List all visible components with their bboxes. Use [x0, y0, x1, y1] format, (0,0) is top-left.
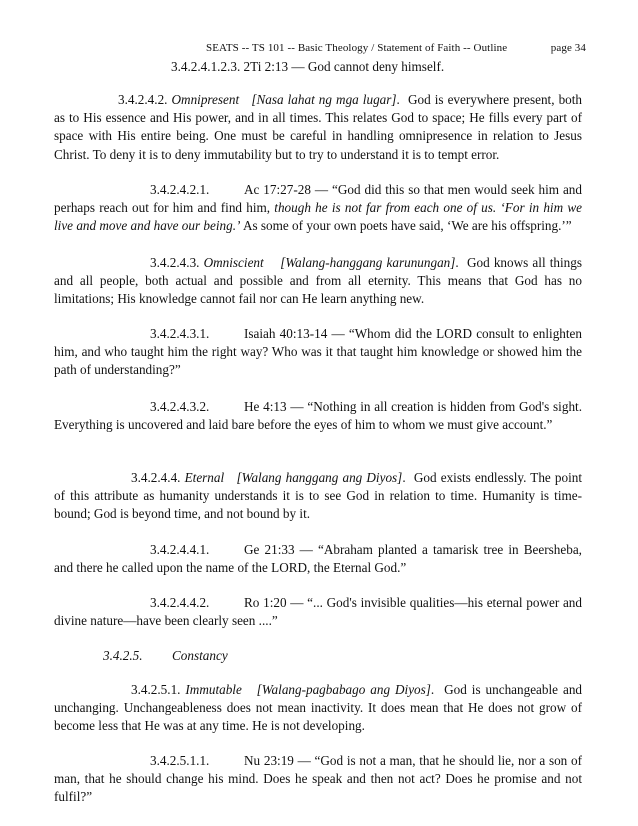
- item-number: 3.4.2.5.1.1.: [150, 753, 210, 768]
- scripture-ref: Isaiah 40:13-14: [244, 326, 328, 341]
- scripture-ref: Ge 21:33: [244, 542, 295, 557]
- outline-item: [54, 594, 582, 630]
- page-header: [206, 42, 586, 54]
- item-text: — “God did this so that men would seek him and perhaps reach out for him and find him,: [54, 182, 582, 216]
- item-number: 3.4.2.4.4.: [131, 470, 181, 485]
- outline-item: [54, 325, 582, 380]
- scripture-ref: Ro 1:20: [244, 595, 287, 610]
- item-text: — “Nothing in all creation is hidden from God's sight. Everything is uncovered and laid bare before the eyes of him to whom we must give account.”: [54, 399, 582, 433]
- header-title: SEATS -- TS 101 -- Basic Theology / Statement of Faith -- Outline: [206, 42, 508, 54]
- tagalog-term: [Walang-hanggang karunungan]: [280, 255, 456, 270]
- item-text: — “Whom did the LORD consult to enlighten him, and who taught him the right way? Who was it that taught him knowledge or showed him the path of understanding?”: [54, 326, 582, 378]
- scripture-ref: Ac 17:27-28: [244, 182, 311, 197]
- attribute-title: Immutable: [185, 682, 242, 697]
- outline-item: [54, 752, 582, 807]
- scripture-ref: Nu 23:19: [244, 753, 294, 768]
- item-text: God exists endlessly. The point of this attribute as humanity understands it is to see God in relation to time. Humanity is time-bound; God is beyond time, and not bound by it.: [54, 470, 583, 522]
- attribute-title: Constancy: [172, 648, 228, 663]
- item-text: — “... God's invisible qualities—his eternal power and divine nature—have been clearly seen ....”: [54, 595, 582, 629]
- item-number: 3.4.2.4.3.1.: [150, 326, 210, 341]
- item-number: 3.4.2.5.1.: [131, 682, 181, 697]
- page-number: page 34: [550, 42, 586, 54]
- tagalog-term: [Walang hanggang ang Diyos]: [236, 470, 403, 485]
- outline-heading: [54, 647, 582, 665]
- outline-item: 3.4.2.4.4. Eternal [Walang hanggang ang Diyos]. God exists endlessly. The point of this attribute as humanity understands it is to see God in relation to time. Humanity is time-bound; God is beyond time, and not bound by it.: [54, 470, 583, 522]
- item-number: 3.4.2.4.3.2.: [150, 399, 210, 414]
- item-text-italic: though he is not far from each one of us. ‘For in him we live and move and have our being.’: [54, 200, 582, 234]
- outline-item: [54, 398, 582, 434]
- item-text: As some of your own poets have said, ‘We are his offspring.’”: [240, 218, 572, 234]
- item-number: 3.4.2.5.: [103, 648, 143, 663]
- tagalog-term: [Walang-pagbabago ang Diyos]: [256, 682, 431, 697]
- outline-item: 3.4.2.4.2. Omnipresent [Nasa lahat ng mga lugar]. God is everywhere present, both as to His essence and His power, and in all times. This relates God to space; He fills every part of space with His entire being. One must be careful in handling omnipresence in relation to Jesus Christ. To deny it is to deny immutability but to try to understand it is to tempt error.: [54, 92, 583, 162]
- tagalog-term: [Nasa lahat ng mga lugar]: [251, 92, 397, 107]
- item-number: 3.4.2.4.1.2.3.: [171, 59, 241, 74]
- attribute-title: Omnipresent: [171, 92, 240, 107]
- outline-item: 3.4.2.4.3. Omniscient [Walang-hanggang karunungan]. God knows all things and all people, both actual and possible and from all eternity. This means that God has no limitations; His knowledge cannot fail nor can He learn anything new.: [54, 255, 582, 307]
- scripture-ref: He 4:13: [244, 399, 287, 414]
- item-number: 3.4.2.4.4.1.: [150, 542, 210, 557]
- outline-item: [54, 541, 582, 577]
- scripture-ref: 2Ti 2:13: [243, 59, 289, 74]
- item-text: — “Abraham planted a tamarisk tree in Beersheba, and there he called upon the name of the LORD, the Eternal God.”: [54, 542, 582, 576]
- outline-item: 3.4.2.5.1. Immutable [Walang-pagbabago ang Diyos]. God is unchangeable and unchanging. Unchangeableness does not mean inactivity. It does mean that He does not grow of become less that He was at any time. He is not developing.: [54, 682, 583, 734]
- item-number: 3.4.2.4.2.: [118, 92, 168, 107]
- item-text: God is unchangeable and unchanging. Unchangeableness does not mean inactivity. It does mean that He does not grow of become less that He was at any time. He is not developing.: [54, 682, 583, 734]
- item-number: 3.4.2.4.2.1.: [150, 182, 210, 197]
- attribute-title: Eternal: [184, 470, 225, 485]
- item-text: God knows all things and all people, both actual and possible and from all eternity. This means that God has no limitations; His knowledge cannot fail nor can He learn anything new.: [54, 255, 582, 307]
- outline-item: [54, 58, 582, 76]
- item-text: — “God is not a man, that he should lie, nor a son of man, that he should change his mind. Does he speak and then not act? Does he promise and not fulfil?”: [54, 753, 582, 805]
- attribute-title: Omniscient: [203, 255, 264, 270]
- item-number: 3.4.2.4.3.: [150, 255, 200, 270]
- item-number: 3.4.2.4.4.2.: [150, 595, 210, 610]
- item-text: — God cannot deny himself.: [288, 59, 445, 74]
- item-text: God is everywhere present, both as to His essence and His power, and in all times. This relates God to space; He fills every part of space with His entire being. One must be careful in handling omnipresence in relation to Jesus Christ. To deny it is to deny immutability but to try to understand it is to tempt error.: [54, 92, 583, 162]
- outline-item: [54, 181, 582, 236]
